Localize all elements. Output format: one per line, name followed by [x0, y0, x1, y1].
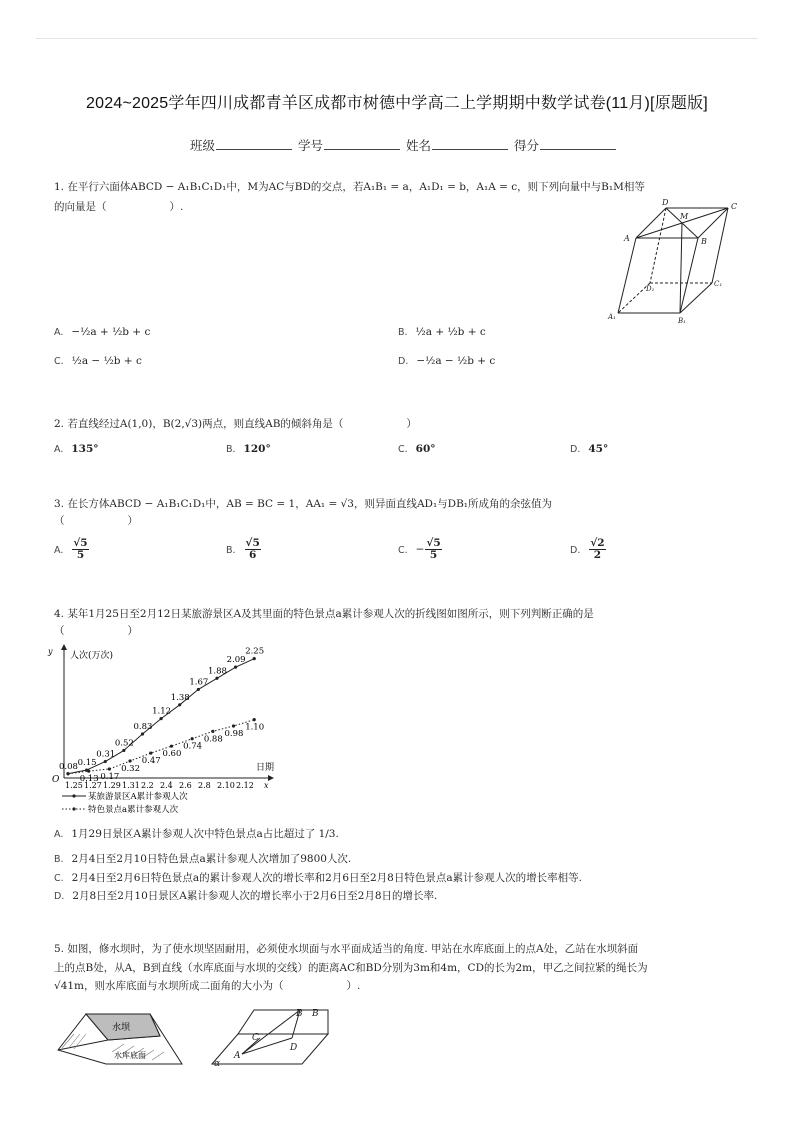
- visitor-line-chart: [40, 642, 290, 817]
- score-blank[interactable]: [540, 138, 616, 150]
- q1-option-c[interactable]: C. ½a − ½b + c: [54, 355, 142, 367]
- series-b-point: [87, 770, 90, 773]
- series-a-point: [178, 703, 181, 706]
- q2-option-c[interactable]: C. 60°: [398, 443, 436, 455]
- series-a-point: [215, 677, 218, 680]
- x-tick-label: 1.25: [65, 781, 83, 790]
- series-a-point: [160, 717, 163, 720]
- x-tick-label: 1.29: [103, 781, 121, 790]
- student-id-label: 学号: [298, 138, 324, 153]
- q2-option-b[interactable]: B. 120°: [226, 443, 271, 455]
- series-a-point: [104, 760, 107, 763]
- q1-option-d-text: −½a − ½b + c: [416, 355, 496, 367]
- dihedral-figure: [208, 1004, 330, 1068]
- series-b-data-label: 0.88: [203, 734, 223, 745]
- point-B2-label: B: [312, 1009, 319, 1019]
- question-1-line-1: 1. 在平行六面体ABCD − A₁B₁C₁D₁中，M为AC与BD的交点，若A₁B₁ = a，A₁D₁ = b，A₁A = c，则下列向量中与B₁M相等: [54, 181, 645, 193]
- label-C: C: [731, 202, 738, 211]
- series-b-point: [170, 745, 173, 748]
- series-a-data-label: 2.09: [226, 655, 246, 666]
- x-axis-letter: x: [264, 781, 269, 790]
- q4-option-c[interactable]: C. 2月4日至2月6日特色景点a的累计参观人次的增长率和2月6日至2月8日特色景点a累计参观人次的增长率相等.: [54, 872, 582, 884]
- x-tick-label: 2.10: [217, 781, 235, 790]
- label-D: D: [662, 198, 669, 207]
- page-title: 2024~2025学年四川成都青羊区成都市树德中学高二上学期期中数学试卷(11月)[原题版]: [86, 95, 708, 112]
- x-tick-label: 2.12: [236, 781, 254, 790]
- series-b-data-label: 0.98: [224, 729, 244, 740]
- y-axis-letter: y: [48, 647, 53, 656]
- question-5-line-2: 上的点B处，从A，B到直线（水库底面与水坝的交线）的距离AC和BD分别为3m和4m，CD的长为2m，甲乙之间拉紧的绳长为: [54, 962, 648, 974]
- series-a-data-label: 1.88: [207, 666, 227, 677]
- series-b-point: [232, 724, 235, 727]
- series-b-data-label: 0.47: [141, 756, 161, 767]
- series-a-data-label: 1.38: [170, 692, 190, 703]
- q1-option-c-text: ½a − ½b + c: [71, 355, 142, 367]
- q1-option-a[interactable]: A. −½a + ½b + c: [54, 326, 151, 338]
- point-D-label: D: [290, 1043, 298, 1053]
- series-b-point: [108, 767, 111, 770]
- question-4-line-1: 4. 某年1月25日至2月12日某旅游景区A及其里面的特色景点a累计参观人次的折线图如图所示，则下列判断正确的是: [54, 608, 594, 620]
- label-A: A: [624, 234, 630, 243]
- x-tick-label: 1.31: [122, 781, 140, 790]
- x-tick-label: 2.6: [179, 781, 192, 790]
- series-a-point: [253, 657, 256, 660]
- top-divider: [36, 38, 758, 39]
- dam-label: 水坝: [112, 1023, 131, 1033]
- legend-series-b-label: 特色景点a累计参观人次: [88, 805, 179, 815]
- q2-option-a[interactable]: A. 135°: [54, 443, 99, 455]
- label-D1: D₁: [646, 285, 655, 293]
- class-blank[interactable]: [216, 138, 292, 150]
- q4-option-b[interactable]: B. 2月4日至2月10日特色景点a累计参观人次增加了9800人次.: [54, 853, 352, 865]
- student-info-row: [190, 136, 618, 154]
- legend-series-a-label: 某旅游景区A累计参观人次: [88, 792, 188, 802]
- q1-option-b-text: ½a + ½b + c: [415, 326, 486, 338]
- x-tick-label: 2.8: [198, 781, 211, 790]
- series-b-data-label: 0.32: [121, 764, 141, 775]
- q3-option-b[interactable]: B. $\frac{√5}{6}$: [226, 537, 260, 561]
- series-b-data-label: 0.74: [183, 741, 203, 752]
- series-a-point: [122, 749, 125, 752]
- student-id-blank[interactable]: [324, 138, 400, 150]
- name-blank[interactable]: [432, 138, 508, 150]
- question-5-line-3: √41m，则水库底面与水坝所成二面角的大小为（ ）.: [54, 980, 361, 992]
- series-a-data-label: 2.25: [245, 646, 265, 657]
- series-b-data-label: 0.17: [100, 771, 120, 782]
- score-label: 得分: [514, 138, 540, 153]
- q3-option-c[interactable]: C. − $\frac{√5}{5}$: [398, 537, 441, 561]
- origin-label: O: [52, 775, 60, 785]
- question-3-line-1: 3. 在长方体ABCD − A₁B₁C₁D₁中，AB = BC = 1，AA₁ = √3，则异面直线AD₁与DB₁所成角的余弦值为: [54, 498, 553, 510]
- point-B-label: B: [296, 1009, 303, 1019]
- series-b-point: [149, 751, 152, 754]
- q2-option-d[interactable]: D. 45°: [570, 443, 609, 455]
- question-5-line-1: 5. 如图，修水坝时，为了使水坝坚固耐用，必须使水坝面与水平面成适当的角度. 甲站在水库底面上的点A处，乙站在水坝斜面: [54, 943, 639, 955]
- series-b-data-label: 0.13: [79, 774, 99, 785]
- q4-option-d[interactable]: D. 2月8日至2月10日景区A累计参观人次的增长率小于2月6日至2月8日的增长率.: [54, 890, 438, 902]
- series-b-point: [191, 737, 194, 740]
- q3-option-a[interactable]: A. $\frac{√5}{5}$: [54, 537, 88, 561]
- question-1-line-2: 的向量是（ ）.: [54, 201, 184, 213]
- series-a-data-label: 1.12: [152, 706, 172, 717]
- series-b-point: [211, 730, 214, 733]
- q1-option-b[interactable]: B. ½a + ½b + c: [398, 326, 486, 338]
- q1-option-a-text: −½a + ½b + c: [71, 326, 151, 338]
- point-A-label: A: [234, 1051, 241, 1061]
- x-tick-label: 2.4: [160, 781, 173, 790]
- label-B: B: [701, 237, 707, 246]
- label-C1: C₁: [714, 280, 723, 288]
- series-a-data-label: 0.31: [96, 749, 116, 760]
- plane-alpha-label: α: [214, 1059, 221, 1068]
- label-A1: A₁: [608, 313, 616, 321]
- name-label: 姓名: [406, 138, 432, 153]
- point-C-label: C: [252, 1033, 259, 1043]
- x-tick-label: 1.27: [84, 781, 102, 790]
- series-a-data-label: 0.15: [77, 758, 97, 769]
- label-M: M: [680, 212, 689, 221]
- series-b-point: [128, 759, 131, 762]
- series-a-point: [234, 666, 237, 669]
- series-a-point: [197, 688, 200, 691]
- series-a-point: [141, 732, 144, 735]
- series-b-data-label: 1.10: [245, 722, 265, 733]
- series-b-point: [253, 718, 256, 721]
- reservoir-bottom-label: 水库底面: [114, 1051, 146, 1060]
- x-axis-label: 日期: [256, 763, 275, 773]
- q3-option-d[interactable]: D. $\frac{√2}{2}$: [570, 537, 605, 561]
- dam-figure: [52, 1004, 188, 1068]
- x-tick-label: 2.2: [141, 781, 154, 790]
- series-a-data-label: 1.67: [189, 677, 209, 688]
- series-a-data-label: 0.52: [114, 738, 134, 749]
- series-b-data-label: 0.60: [162, 749, 182, 760]
- series-b-point: [66, 772, 69, 775]
- question-3-line-2: （ ）: [54, 515, 138, 527]
- q4-option-a[interactable]: A. 1月29日景区A累计参观人次中特色景点a占比超过了 1/3.: [54, 828, 339, 840]
- class-label: 班级: [190, 138, 216, 153]
- question-4-line-2: （ ）: [54, 625, 138, 637]
- y-axis-label: 人次(万次): [70, 651, 114, 661]
- series-a-data-label: 0.83: [133, 721, 153, 732]
- series-a-data-label: 0.08: [59, 761, 78, 772]
- parallelepiped-figure: [600, 198, 750, 326]
- question-2-line-1: 2. 若直线经过A(1,0)，B(2,√3)两点，则直线AB的倾斜角是（ ）: [54, 418, 417, 430]
- label-B1: B₁: [678, 317, 686, 325]
- q1-option-d[interactable]: D. −½a − ½b + c: [398, 355, 496, 367]
